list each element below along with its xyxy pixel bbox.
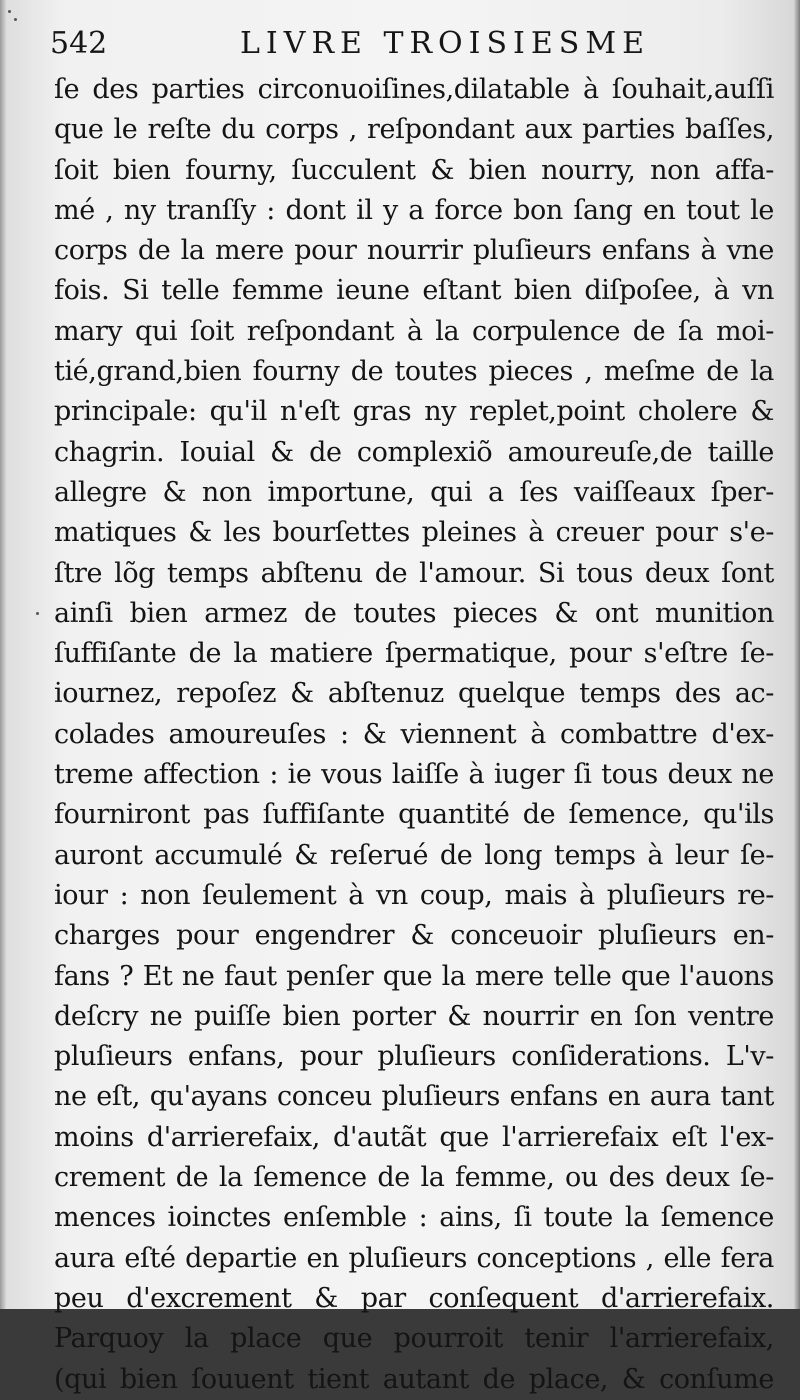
text-line: chagrin. Iouial & de complexiõ amoureuſe,de taille bbox=[54, 436, 774, 468]
text-line: iournez, repoſez & abſtenuz quelque temps des ac- bbox=[54, 678, 774, 710]
text-line: ainſi bien armez de toutes pieces & ont munition bbox=[54, 597, 774, 629]
text-line: colades amoureuſes : & viennent à combattre d'ex- bbox=[54, 718, 774, 750]
text-line: fourniront pas ſuffiſante quantité de ſemence, qu'ils bbox=[54, 799, 774, 831]
running-title: LIVRE TROISIESME bbox=[240, 26, 650, 61]
text-line: Parquoy la place que pourroit tenir l'arrierefaix, bbox=[54, 1323, 774, 1355]
print-speck bbox=[14, 18, 17, 21]
text-line: mences ioinctes enſemble : ains, ſi toute la ſemence bbox=[54, 1202, 774, 1234]
text-line: aura eſté departie en pluſieurs conceptions , elle fera bbox=[54, 1242, 774, 1274]
text-line: peu d'excrement & par conſequent d'arrierefaix. bbox=[54, 1282, 774, 1314]
text-line: ſoit bien fourny, ſucculent & bien nourry, non affa- bbox=[54, 154, 774, 186]
text-line: auront accumulé & reſerué de long temps à leur ſe- bbox=[54, 839, 774, 871]
text-line: allegre & non importune, qui a ſes vaiſſeaux ſper- bbox=[54, 476, 774, 508]
running-head bbox=[50, 24, 750, 64]
text-line: moins d'arrierefaix, d'autãt que l'arrierefaix eſt l'ex- bbox=[54, 1121, 774, 1153]
text-line: fans ? Et ne faut penſer que la mere telle que l'auons bbox=[54, 960, 774, 992]
text-line: matiques & les bourſettes pleines à creuer pour s'e- bbox=[54, 517, 774, 549]
text-line: fois. Si telle femme ieune eſtant bien diſpoſee, à vn bbox=[54, 275, 774, 307]
page-number: 542 bbox=[50, 26, 108, 61]
print-speck bbox=[36, 612, 39, 615]
body-text bbox=[54, 70, 774, 1400]
text-line: mary qui ſoit reſpondant à la corpulence de ſa moi- bbox=[54, 315, 774, 347]
page-left-edge-shadow bbox=[0, 0, 6, 1309]
text-line: ne eſt, qu'ayans conceu pluſieurs enfans en aura tant bbox=[54, 1081, 774, 1113]
text-line: ſtre lõg temps abſtenu de l'amour. Si tous deux ſont bbox=[54, 557, 774, 589]
page-right-edge-shadow bbox=[794, 0, 800, 1309]
text-line: que le reſte du corps , reſpondant aux parties baſſes, bbox=[54, 114, 774, 146]
text-line: tié,grand,bien fourny de toutes pieces , meſme de la bbox=[54, 356, 774, 388]
text-line: treme affection : ie vous laiſſe à iuger ſi tous deux ne bbox=[54, 759, 774, 791]
text-line: deſcry ne puiſſe bien porter & nourrir en ſon ventre bbox=[54, 1000, 774, 1032]
text-line: crement de la ſemence de la femme, ou des deux ſe- bbox=[54, 1162, 774, 1194]
text-line: ſe des parties circonuoiſines,dilatable à ſouhait,auſſi bbox=[54, 74, 774, 105]
text-line: ſuffiſante de la matiere ſpermatique, pour s'eſtre ſe- bbox=[54, 638, 774, 670]
text-line: mé , ny tranſſy : dont il y a force bon ſang en tout le bbox=[54, 194, 774, 226]
print-speck bbox=[8, 10, 11, 13]
text-line: iour : non ſeulement à vn coup, mais à pluſieurs re- bbox=[54, 879, 774, 911]
text-line: principale: qu'il n'eſt gras ny replet,point cholere & bbox=[54, 396, 774, 428]
text-line: pluſieurs enfans, pour pluſieurs conſiderations. L'v- bbox=[54, 1041, 774, 1073]
text-line: charges pour engendrer & conceuoir pluſieurs en- bbox=[54, 920, 774, 952]
text-line: (qui bien ſouuent tient autant de place, & conſume bbox=[54, 1363, 774, 1395]
text-line: corps de la mere pour nourrir pluſieurs enfans à vne bbox=[54, 235, 774, 267]
